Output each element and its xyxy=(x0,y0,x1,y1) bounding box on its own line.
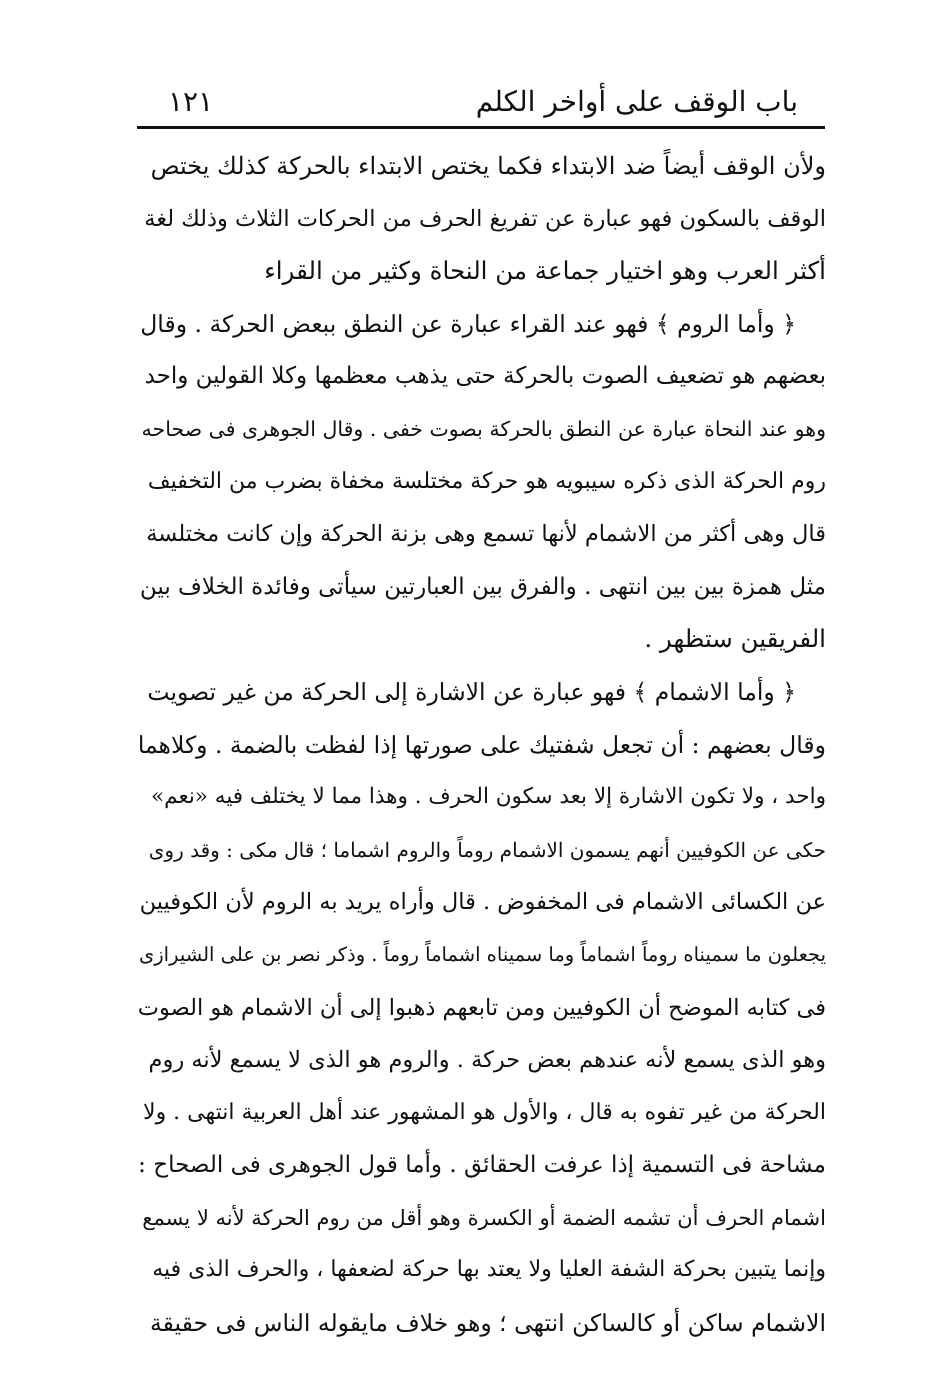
text-line: روم الحركة الذى ذكره سيبويه هو حركة مختلسة مخفاة بضرب من التخفيف xyxy=(147,468,826,494)
text-line: وهو عند النحاة عبارة عن النطق بالحركة بصوت خفى . وقال الجوهرى فى صحاحه xyxy=(141,416,826,441)
text-line: يجعلون ما سميناه روماً اشماماً وما سميناه اشماماً روماً . وذكر نصر بن على الشيرازى xyxy=(138,942,826,966)
text-line: ﴿ وأما الاشمام ﴾ فهو عبارة عن الاشارة إلى الحركة من غير تصويت xyxy=(147,677,796,706)
chapter-title: باب الوقف على أواخر الكلم xyxy=(475,85,798,118)
text-line: مثل همزة بين بين انتهى . والفرق بين العبارتين سيأتى وفائدة الخلاف بين xyxy=(139,573,826,600)
text-line: قال وهى أكثر من الاشمام لأنها تسمع وهى بزنة الحركة وإن كانت مختلسة xyxy=(146,521,826,548)
text-line: حكى عن الكوفيين أنهم يسمون الاشمام روماً والروم اشماما ؛ قال مكى : وقد روى xyxy=(148,837,826,862)
text-line: الاشمام ساكن أو كالساكن انتهى ؛ وهو خلاف مايقوله الناس فى حقيقة xyxy=(150,1309,826,1338)
text-line: فى كتابه الموضح أن الكوفيين ومن تابعهم ذهبوا إلى أن الاشمام هو الصوت xyxy=(138,994,826,1021)
page-number: ١٢١ xyxy=(168,85,214,118)
running-header xyxy=(140,84,820,124)
text-line: واحد ، ولا تكون الاشارة إلا بعد سكون الحرف . وهذا مما لا يختلف فيه «نعم» xyxy=(150,784,826,810)
text-line: ولأن الوقف أيضاً ضد الابتداء فكما يختص الابتداء بالحركة كذلك يختص xyxy=(150,152,826,180)
text-line: وقال بعضهم : أن تجعل شفتيك على صورتها إذا لفظت بالضمة . وكلاهما xyxy=(138,730,826,759)
text-line: الوقف بالسكون فهو عبارة عن تفريغ الحرف من الحركات الثلاث وذلك لغة xyxy=(144,205,826,232)
text-line: مشاحة فى التسمية إذا عرفت الحقائق . وأما قول الجوهرى فى الصحاح : xyxy=(138,1152,826,1179)
text-line: ﴿ وأما الروم ﴾ فهو عند القراء عبارة عن النطق ببعض الحركة . وقال xyxy=(140,309,796,338)
body-text xyxy=(138,140,826,1350)
text-line: الفريقين ستظهر . xyxy=(644,624,826,654)
text-line: وإنما يتبين بحركة الشفة العليا ولا يعتد بها حركة لضعفها ، والحرف الذى فيه xyxy=(152,1257,826,1283)
text-line: بعضهم هو تضعيف الصوت بالحركة حتى يذهب معظمها وكلا القولين واحد xyxy=(144,363,826,390)
text-line: عن الكسائى الاشمام فى المخفوض . قال وأراه يريد به الروم لأن الكوفيين xyxy=(139,889,826,916)
text-line: أكثر العرب وهو اختيار جماعة من النحاة وكثير من القراء xyxy=(264,256,826,286)
text-line: وهو الذى يسمع لأنه عندهم بعض حركة . والروم هو الذى لا يسمع لأنه روم xyxy=(148,1047,826,1074)
header-rule xyxy=(137,126,825,129)
text-line: اشمام الحرف أن تشمه الضمة أو الكسرة وهو أقل من روم الحركة لأنه لا يسمع xyxy=(142,1205,826,1230)
text-line: الحركة من غير تفوه به قال ، والأول هو المشهور عند أهل العربية انتهى . ولا xyxy=(143,1099,826,1125)
